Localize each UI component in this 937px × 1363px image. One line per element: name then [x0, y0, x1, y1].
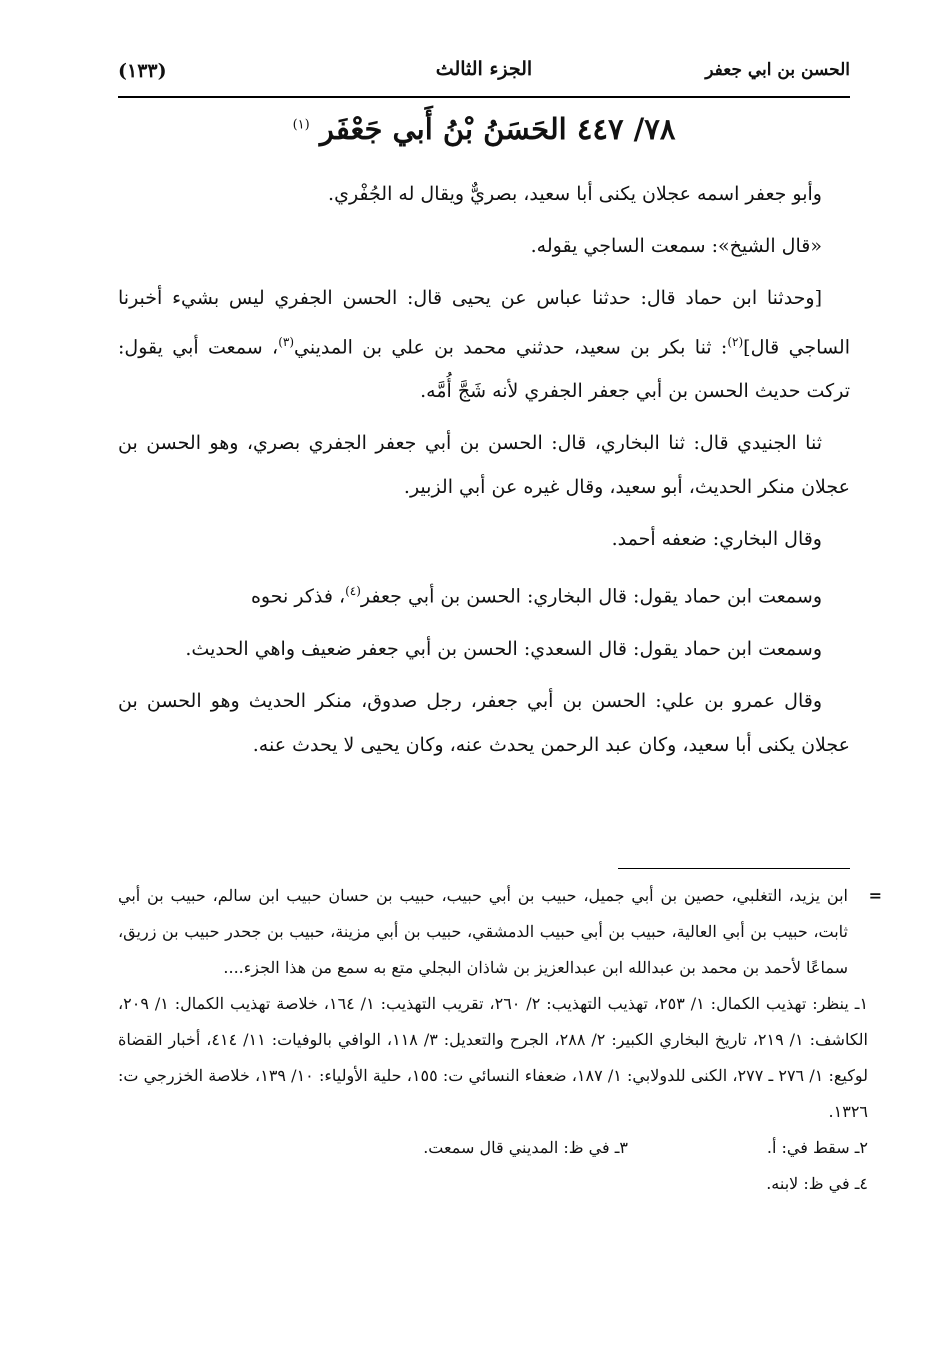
- paragraph-text: وسمعت ابن حماد يقول: قال البخاري: الحسن بن أبي جعفر: [360, 585, 822, 608]
- header-part: الجزء الثالث: [435, 58, 533, 80]
- entry-title: [118, 112, 850, 146]
- footnote-row: [118, 1130, 868, 1166]
- footnote-1: ١ـ ينظر: تهذيب الكمال: ١/ ٢٥٣، تهذيب التهذيب: ٢/ ٢٦٠، تقريب التهذيب: ١/ ١٦٤، خلاصة تهذيب الكمال: ١/ ٢٠٩، الكاشف: ١/ ٢١٩، تاريخ البخاري الكبير: ٢/ ٢٨٨، الجرح والتعديل: ٣/ ١١٨، الوافي بالوفيات: ١١/ ٤١٤، أخبار القضاة لوكيع: ١/ ٢٧٦ ـ ٢٧٧، الكنى للدولابي: ١/ ١٨٧، ضعفاء النسائي ت: ١٥٥، حلية الأولياء: ١٠/ ١٣٩، خلاصة الخزرجي ت: ١٣٢٦.: [118, 994, 869, 1121]
- paragraph: ثنا الجنيدي قال: ثنا البخاري، قال: الحسن بن أبي جعفر الجفري بصري، وهو الحسن بن عجلان منكر الحديث، أبو سعيد، وقال غيره عن أبي الزبير.: [118, 432, 850, 499]
- paragraph: [118, 569, 850, 618]
- header-book-title: الحسن بن ابي جعفر: [705, 60, 850, 80]
- footnote-ref-1: (١): [292, 117, 310, 133]
- header-page-number: (١٣٣): [118, 60, 167, 82]
- footnotes: [118, 878, 882, 1202]
- entry-title-text: ٧٨/ ٤٤٧ الحَسَنُ بْنُ أَبي جَعْفَر: [319, 112, 676, 146]
- footnote-2: ٢ـ سقط في: أ.: [766, 1138, 868, 1157]
- header-rule: [118, 96, 850, 98]
- footnote-4: ٤ـ في ظ: لابنه.: [766, 1174, 868, 1193]
- footnote-ref-3: (٣): [278, 335, 295, 349]
- paragraph: وأبو جعفر اسمه عجلان يكنى أبا سعيد، بصريٌّ ويقال له الجُفْري.: [328, 183, 822, 205]
- paragraph: وقال البخاري: ضعفه أحمد.: [611, 528, 822, 551]
- footnote-ref-2: (٢): [727, 335, 744, 349]
- paragraph-text: : ثنا بكر بن سعيد، حدثني محمد بن علي بن المديني: [294, 336, 728, 359]
- footnote-rule: [618, 868, 850, 869]
- paragraph-text: [وحدثنا ابن حماد قال: حدثنا عباس عن يحيى قال: الحسن الجفري ليس بشيء أخبرنا الساجي قال]: [118, 287, 850, 359]
- continued-marker: =: [868, 886, 882, 905]
- paragraph: وقال عمرو بن علي: الحسن بن أبي جعفر، رجل صدوق، منكر الحديث وهو الحسن بن عجلان يكنى أبا سعيد، وكان عبد الرحمن يحدث عنه، وكان يحيى لا يحدث عنه.: [118, 689, 850, 756]
- footnote-text: ابن يزيد، التغلبي، حصين بن أبي جميل، حبيب بن أبي حبيب، حبيب بن حسان حبيب ابن سالم، حبيب بن أبي ثابت، حبيب بن أبي العالية، حبيب بن أبي حبيب الدمشقي، حبيب بن أبي مزينة، حبيب بن جحدر حبيب بن زريق، سماعًا لأحمد بن محمد بن عبدالله ابن عبدالعزيز بن شاذان البجلي متع به سمع من هذا الجزء....: [118, 886, 848, 977]
- paragraph: وسمعت ابن حماد يقول: قال السعدي: الحسن بن أبي جعفر ضعيف واهي الحديث.: [185, 637, 822, 660]
- paragraph-text: ، سمعت أبي يقول: تركت حديث الحسن بن أبي جعفر الجفري لأنه شَجَّ أُمَّه.: [118, 336, 850, 403]
- paragraph: «قال الشيخ»: سمعت الساجي يقوله.: [530, 235, 822, 257]
- running-header: [118, 52, 850, 92]
- body-text: [118, 172, 850, 775]
- footnote-ref-4: (٤): [345, 584, 361, 599]
- paragraph: [118, 276, 850, 413]
- paragraph-text: ، فذكر نحوه: [250, 585, 346, 608]
- footnote-continued: [118, 878, 882, 986]
- footnote-3: ٣ـ في ظ: المديني قال سمعت.: [423, 1138, 628, 1157]
